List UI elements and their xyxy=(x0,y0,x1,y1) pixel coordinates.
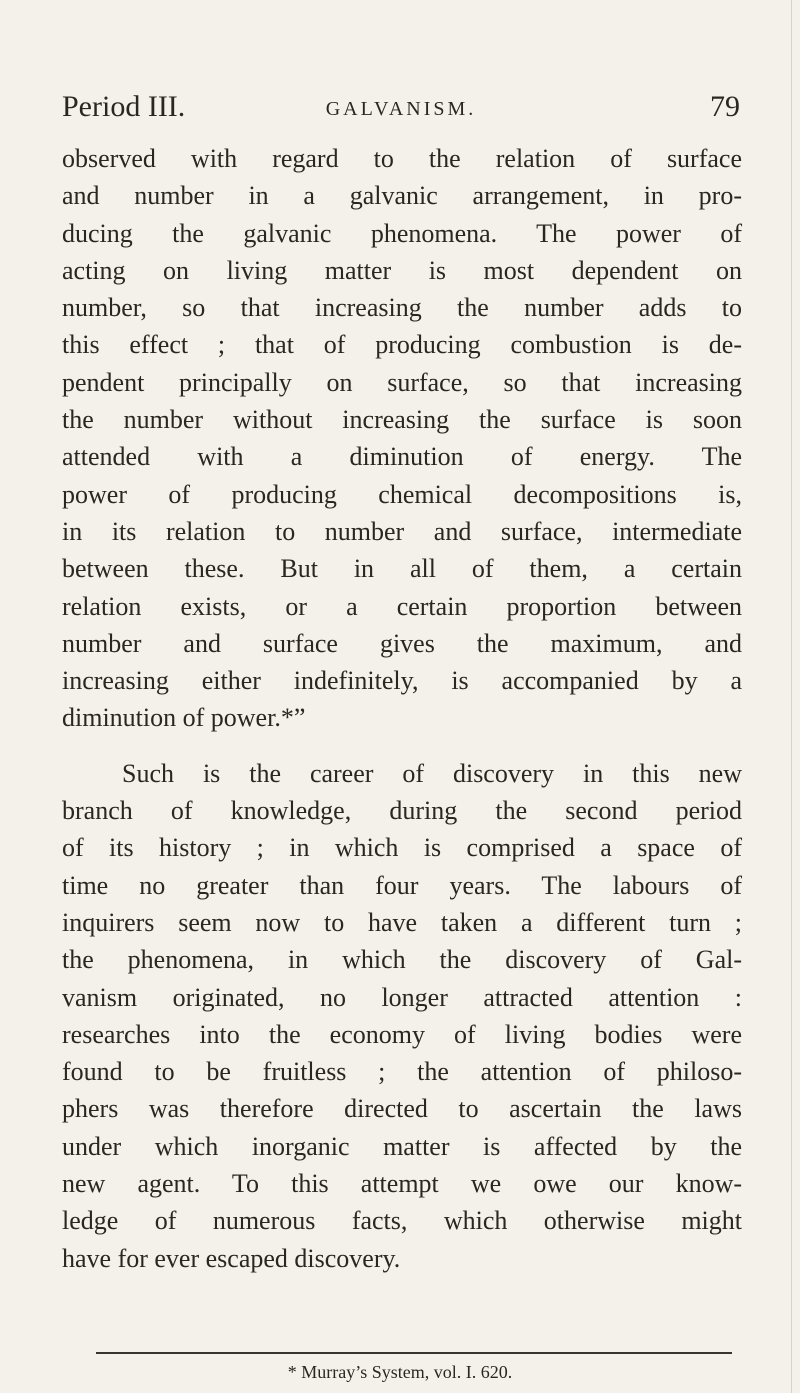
body-text xyxy=(62,140,742,1277)
text-line: and number in a galvanic arrangement, in pro- xyxy=(62,181,742,211)
text-line: time no greater than four years. The labours of xyxy=(62,870,742,900)
text-line: ledge of numerous facts, which otherwise might xyxy=(62,1206,742,1236)
text-line: phers was therefore directed to ascertain the laws xyxy=(62,1094,742,1124)
text-line: have for ever escaped discovery. xyxy=(62,1243,401,1273)
text-line: inquirers seem now to have taken a different turn ; xyxy=(62,907,742,937)
text-line: attended with a diminution of energy. The xyxy=(62,442,742,472)
page-number: 79 xyxy=(710,90,740,123)
text-line: Such is the career of discovery in this new xyxy=(122,758,742,788)
header-section: Period III. xyxy=(62,90,186,123)
text-line: the phenomena, in which the discovery of Gal- xyxy=(62,945,742,975)
text-line: diminution of power.*” xyxy=(62,703,306,733)
text-line: power of producing chemical decompositions is, xyxy=(62,479,742,509)
text-line: under which inorganic matter is affected by the xyxy=(62,1131,742,1161)
text-line: researches into the economy of living bodies were xyxy=(62,1019,742,1049)
text-line: branch of knowledge, during the second period xyxy=(62,796,742,826)
text-line: number, so that increasing the number adds to xyxy=(62,293,742,323)
text-line: vanism originated, no longer attracted attention : xyxy=(62,982,742,1012)
text-line: pendent principally on surface, so that increasing xyxy=(62,367,742,397)
paragraph-2 xyxy=(62,755,742,1277)
running-header xyxy=(62,90,740,130)
header-title: GALVANISM. xyxy=(325,98,477,120)
text-line: new agent. To this attempt we owe our know- xyxy=(62,1169,742,1199)
footnote: * Murray’s System, vol. I. 620. xyxy=(287,1362,513,1382)
text-line: this effect ; that of producing combustion is de- xyxy=(62,330,742,360)
text-line: ducing the galvanic phenomena. The power of xyxy=(62,218,742,248)
text-line: in its relation to number and surface, intermediate xyxy=(62,516,742,546)
paragraph-gap xyxy=(62,737,742,755)
page-edge xyxy=(791,0,792,1393)
paragraph-1 xyxy=(62,140,742,737)
text-line: number and surface gives the maximum, and xyxy=(62,628,742,658)
text-line: of its history ; in which is comprised a space of xyxy=(62,833,742,863)
text-line: relation exists, or a certain proportion between xyxy=(62,591,742,621)
text-line: observed with regard to the relation of surface xyxy=(62,144,742,173)
footnote-rule xyxy=(96,1352,732,1354)
text-line: increasing either indefinitely, is accompanied by a xyxy=(62,666,742,696)
text-line: acting on living matter is most dependent on xyxy=(62,255,742,285)
text-line: between these. But in all of them, a certain xyxy=(62,554,742,584)
text-line: the number without increasing the surface is soon xyxy=(62,405,742,435)
text-line: found to be fruitless ; the attention of philoso- xyxy=(62,1057,742,1087)
